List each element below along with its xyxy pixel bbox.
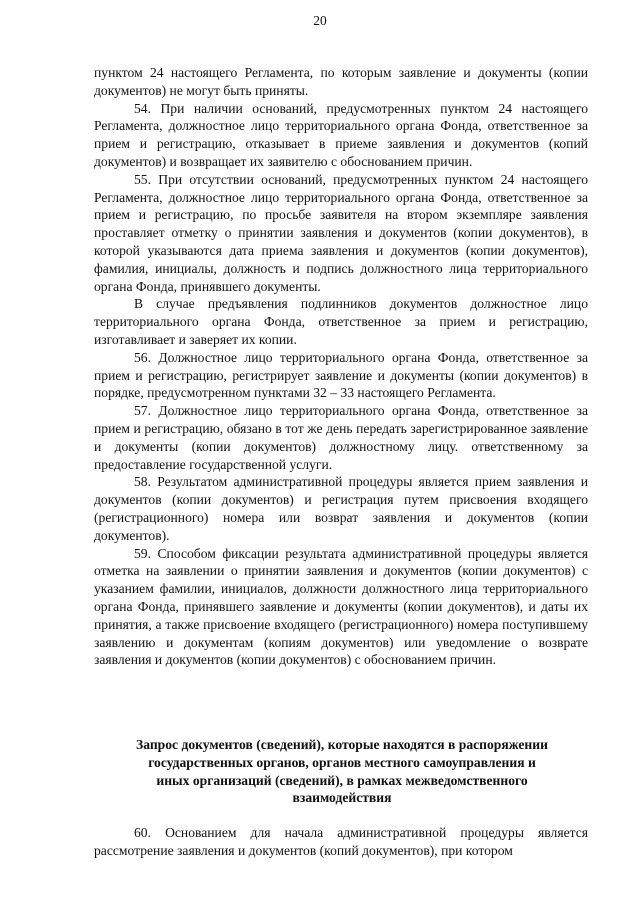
body-text	[94, 64, 588, 669]
paragraph-58: 58. Результатом административной процедуры является прием заявления и документов (копии документов) и регистрация путем присвоения входящего (регистрационного) номера или возврат заявления и документов (копии документов).	[94, 474, 588, 543]
body-text-continued	[94, 824, 588, 860]
page-number: 20	[313, 13, 327, 28]
paragraph-60: 60. Основанием для начала административной процедуры является рассмотрение заявления и документов (копий документов), при котором	[94, 825, 588, 858]
paragraph-59: 59. Способом фиксации результата административной процедуры является отметка на заявлении о принятии заявления и документов (копии документов) с указанием фамилии, инициалов, должности должностного лица территориального органа Фонда, принявшего заявление и документы (копии документов), и даты их принятия, а также присвоение входящего (регистрационного) номера поступившему заявлению и документам (копиям документов) или уведомление о возврате заявления и документов (копии документов) с обоснованием причин.	[94, 545, 588, 668]
section-heading: Запрос документов (сведений), которые находятся в распоряжении государственных органов, органов местного самоуправления и иных организаций (сведений), в рамках межведомственного взаимодействия	[136, 737, 548, 806]
paragraph-continuation: пунктом 24 настоящего Регламента, по которым заявление и документы (копии документов) не могут быть приняты.	[94, 65, 588, 98]
paragraph-55: 55. При отсутствии оснований, предусмотренных пунктом 24 настоящего Регламента, должностное лицо территориального органа Фонда, ответственное за прием и регистрацию, по просьбе заявителя на втором экземпляре заявления проставляет отметку о принятии заявления и документов (копии документов), в которой указываются дата приема заявления и документов (копии документов), фамилия, инициалы, должность и подпись должностного лица территориального органа Фонда, принявшего документы.	[94, 171, 588, 294]
paragraph-55-note: В случае предъявления подлинников документов должностное лицо территориального органа Фонда, ответственное за прием и регистрацию, изготавливает и заверяет их копии.	[94, 296, 588, 347]
paragraph-54: 54. При наличии оснований, предусмотренных пунктом 24 настоящего Регламента, должностное лицо территориального органа Фонда, ответственное за прием и регистрацию, отказывает в приеме заявления и документов (копий документов) и возвращает их заявителю с обоснованием причин.	[94, 100, 588, 169]
paragraph-56: 56. Должностное лицо территориального органа Фонда, ответственное за прием и регистрацию, регистрирует заявление и документы (копии документов) в порядке, предусмотренном пунктами 32 – 33 настоящего Регламента.	[94, 349, 588, 401]
paragraph-57: 57. Должностное лицо территориального органа Фонда, ответственное за прием и регистрацию, обязано в тот же день передать зарегистрированное заявление и документы (копии документов) должностному лицу. ответственному за предоставление государственной услуги.	[94, 403, 588, 472]
